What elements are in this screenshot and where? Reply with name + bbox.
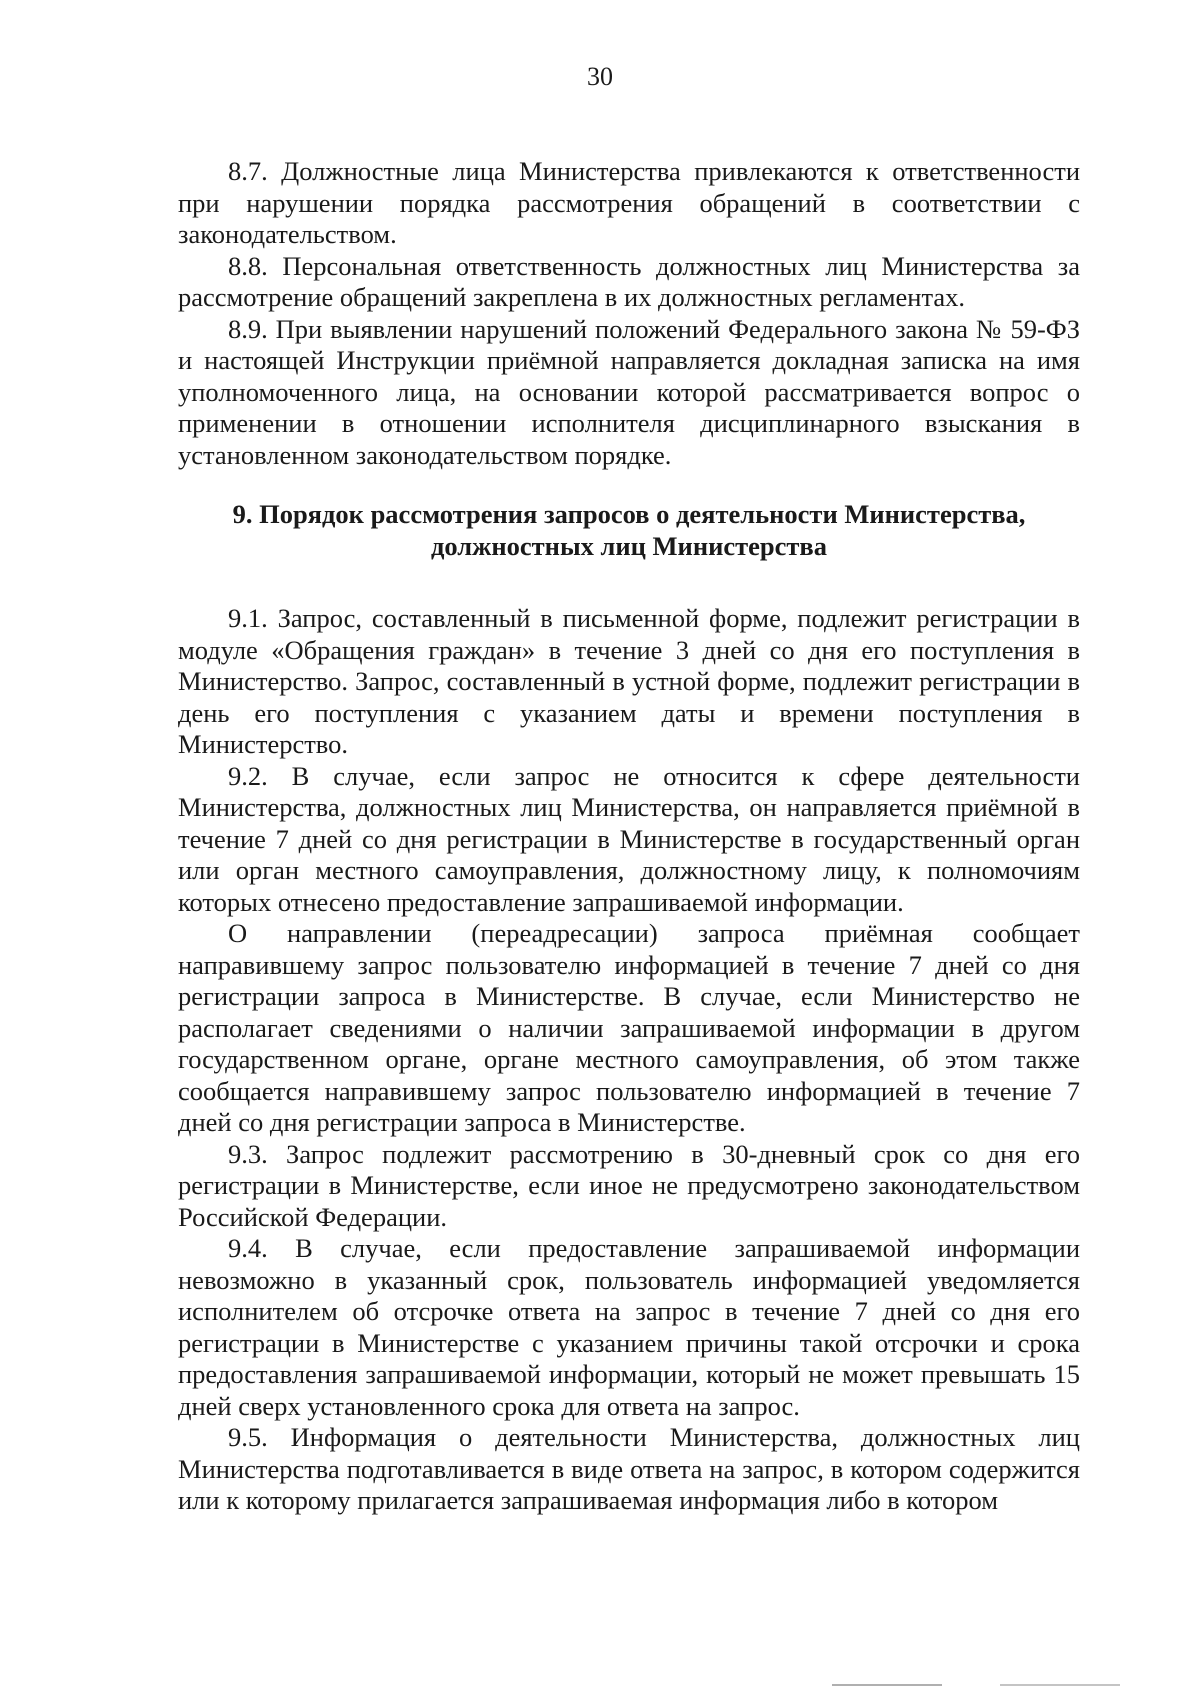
page-number: 30 — [587, 62, 613, 91]
scan-artifact-line — [832, 1684, 942, 1686]
paragraph-8-8: 8.8. Персональная ответственность должностных лиц Министерства за рассмотрение обращений закреплена в их должностных регламентах. — [178, 250, 1080, 312]
paragraph-9-5: 9.5. Информация о деятельности Министерства, должностных лиц Министерства подготавливается в виде ответа на запрос, в котором содержится или к которому прилагается запрашиваемая информация либо в котором — [178, 1422, 1080, 1515]
document-body — [178, 156, 1080, 1517]
paragraph-9-2-redirect: О направлении (переадресации) запроса приёмная сообщает направившему запрос пользователю информацией в течение 7 дней со дня регистрации запроса в Министерстве. В случае, если Министерство не располагает сведениями о наличии запрашиваемой информации в другом государственном органе, органе местного самоуправления, об этом также сообщается направившему запрос пользователю информацией в течение 7 дней со дня регистрации запроса в Министерстве. — [178, 918, 1080, 1137]
paragraph-9-3: 9.3. Запрос подлежит рассмотрению в 30-дневный срок со дня его регистрации в Министерстве, если иное не предусмотрено законодательством Российской Федерации. — [178, 1138, 1080, 1232]
paragraph-9-2: 9.2. В случае, если запрос не относится к сфере деятельности Министерства, должностных лиц Министерства, он направляется приёмной в течение 7 дней со дня регистрации в Министерстве в государственный орган или орган местного самоуправления, должностному лицу, к полномочиям которых отнесено предоставление запрашиваемой информации. — [178, 760, 1080, 917]
paragraph-8-9: 8.9. При выявлении нарушений положений Федерального закона № 59-ФЗ и настоящей Инструкции приёмной направляется докладная записка на имя уполномоченного лица, на основании которой рассматривается вопрос о применении в отношении исполнителя дисциплинарного взыскания в установленном законодательством порядке. — [178, 313, 1080, 470]
paragraph-9-1: 9.1. Запрос, составленный в письменной форме, подлежит регистрации в модуле «Обращения граждан» в течение 3 дней со дня его поступления в Министерство. Запрос, составленный в устной форме, подлежит регистрации в день его поступления с указанием даты и времени поступления в Министерство. — [178, 603, 1080, 759]
paragraph-8-7: 8.7. Должностные лица Министерства привлекаются к ответственности при нарушении порядка рассмотрения обращений в соответствии с законодательством. — [178, 156, 1080, 249]
scan-artifact-line — [1000, 1684, 1120, 1686]
paragraph-9-4: 9.4. В случае, если предоставление запрашиваемой информации невозможно в указанный срок, пользователь информацией уведомляется исполнителем об отсрочке ответа на запрос в течение 7 дней со дня его регистрации в Министерстве с указанием причины такой отсрочки и срока предоставления запрашиваемой информации, который не может превышать 15 дней сверх установленного срока для ответа на запрос. — [178, 1233, 1080, 1421]
section-heading: 9. Порядок рассмотрения запросов о деятельности Министерства, должностных лиц Министерства — [232, 499, 1026, 561]
